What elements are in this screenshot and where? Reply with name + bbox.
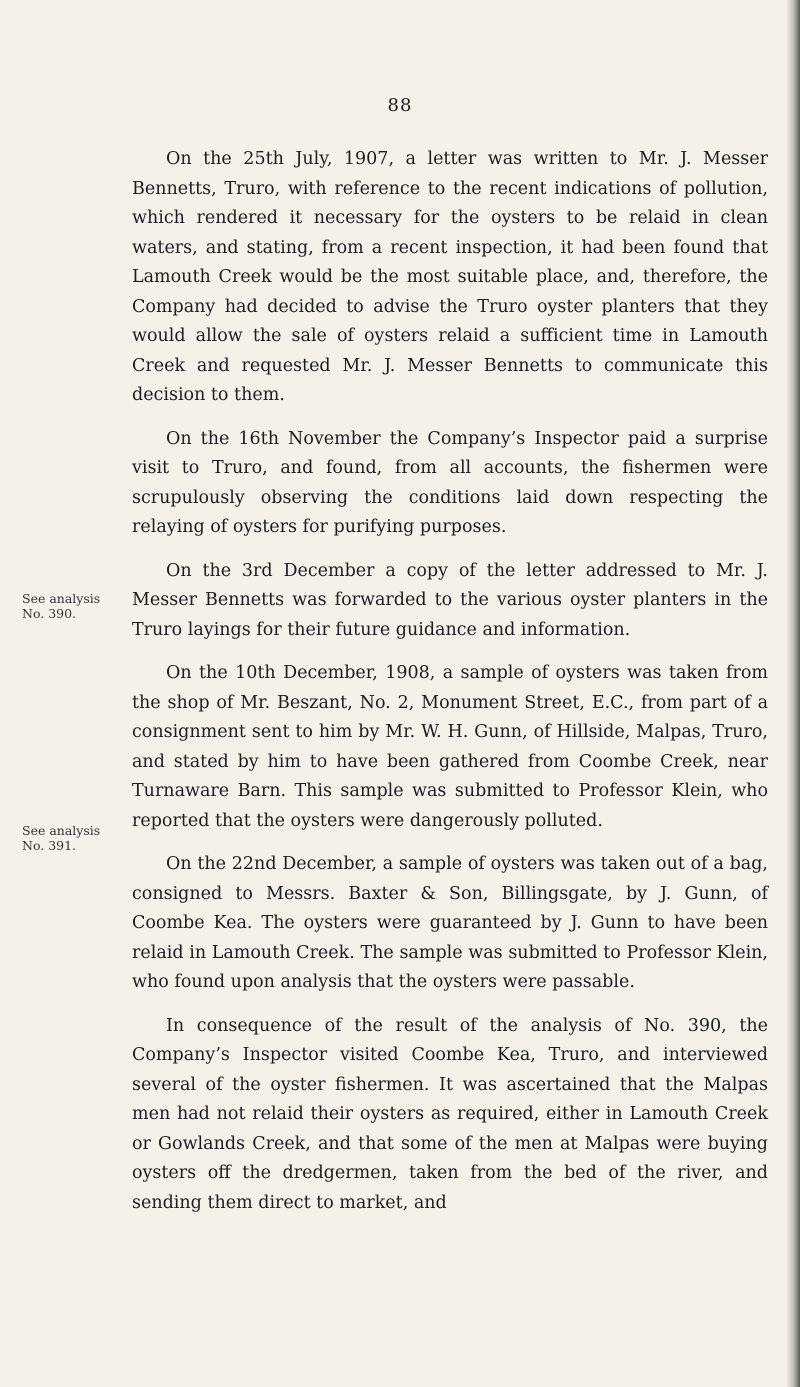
body-text bbox=[132, 145, 768, 1232]
paragraph-letter-forwarded: On the 3rd December a copy of the letter addressed to Mr. J. Messer Bennetts was forwarded to the various oyster planters in the Truro layings for their future guidance and information. bbox=[132, 560, 768, 640]
margin-note-analysis-391: See analysis No. 391. bbox=[22, 823, 101, 853]
margin-note-analysis-390: See analysis No. 390. bbox=[22, 591, 101, 621]
paragraph-letter-bennetts: On the 25th July, 1907, a letter was written to Mr. J. Messer Bennetts, Truro, with reference to the recent indications of pollution, which rendered it necessary for the oysters to be relaid in clean waters, and stating, from a recent inspection, it had been found that Lamouth Creek would be the most suitable place, and, therefore, the Company had decided to advise the Truro oyster planters that they would allow the sale of oysters relaid a sufficient time in Lamouth Creek and requested Mr. J. Messer Bennetts to communicate this decision to them. bbox=[132, 149, 768, 405]
paragraph-sample-beszant: On the 10th December, 1908, a sample of oysters was taken from the shop of Mr. Beszant, No. 2, Monument Street, E.C., from part of a consignment sent to him by Mr. W. H. Gunn, of Hillside, Malpas, Truro, and stated by him to have been gathered from Coombe Creek, near Turnaware Barn. This sample was submitted to Professor Klein, who reported that the oysters were dangerously polluted. bbox=[132, 663, 768, 831]
page-number: 88 bbox=[387, 95, 413, 116]
page-edge-shadow bbox=[786, 0, 800, 1387]
paragraph-sample-baxter: On the 22nd December, a sample of oysters was taken out of a bag, consigned to Messrs. Baxter & Son, Billingsgate, by J. Gunn, of Coombe Kea. The oysters were guaranteed by J. Gunn to have been relaid in Lamouth Creek. The sample was submitted to Professor Klein, who found upon analysis that the oysters were passable. bbox=[132, 854, 768, 992]
paragraph-consequence: In consequence of the result of the analysis of No. 390, the Company’s Inspector visited Coombe Kea, Truro, and interviewed several of the oyster fishermen. It was ascertained that the Malpas men had not relaid their oysters as required, either in Lamouth Creek or Gowlands Creek, and that some of the men at Malpas were buying oysters off the dredgermen, taken from the bed of the river, and sending them direct to market, and bbox=[132, 1015, 768, 1213]
paragraph-inspector-visit: On the 16th November the Company’s Inspector paid a surprise visit to Truro, and found, from all accounts, the fishermen were scrupulously observing the conditions laid down respecting the relaying of oysters for purifying purposes. bbox=[132, 428, 768, 537]
